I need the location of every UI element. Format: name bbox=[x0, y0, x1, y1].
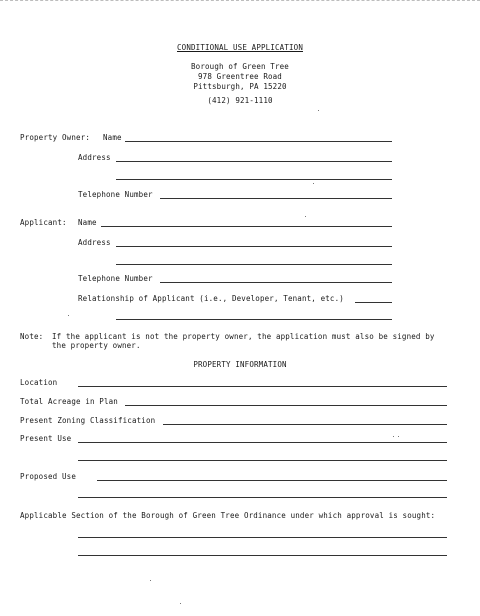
form-title: CONDITIONAL USE APPLICATION bbox=[177, 43, 303, 52]
acreage-field[interactable] bbox=[125, 405, 447, 406]
scan-speck bbox=[398, 436, 399, 437]
property-info-heading: PROPERTY INFORMATION bbox=[193, 360, 287, 369]
proposed-use-label: Proposed Use bbox=[20, 472, 76, 481]
owner-name-field[interactable] bbox=[125, 141, 392, 142]
applicant-name-label: Name bbox=[78, 218, 97, 227]
applicant-relationship-field[interactable] bbox=[355, 302, 392, 303]
note-line-1: If the applicant is not the property owner, the application must also be signed by bbox=[52, 332, 435, 341]
present-use-label: Present Use bbox=[20, 434, 72, 443]
scan-speck bbox=[68, 315, 69, 316]
applicant-address-label: Address bbox=[78, 238, 111, 247]
proposed-use-field[interactable] bbox=[97, 480, 447, 481]
location-field[interactable] bbox=[78, 386, 447, 387]
applicant-phone-label: Telephone Number bbox=[78, 274, 153, 283]
ordinance-field-2[interactable] bbox=[78, 555, 447, 556]
proposed-use-field-2[interactable] bbox=[78, 497, 447, 498]
applicant-name-field[interactable] bbox=[101, 226, 392, 227]
owner-name-label: Name bbox=[103, 133, 122, 142]
scan-speck bbox=[318, 110, 319, 111]
owner-address-field-2[interactable] bbox=[116, 179, 392, 180]
owner-section-label: Property Owner: bbox=[20, 133, 90, 142]
applicant-address-field-2[interactable] bbox=[116, 264, 392, 265]
applicant-relationship-label: Relationship of Applicant (i.e., Developer, Tenant, etc.) bbox=[78, 294, 344, 303]
applicant-address-field[interactable] bbox=[116, 246, 392, 247]
owner-address-label: Address bbox=[78, 153, 111, 162]
applicant-relationship-field-2[interactable] bbox=[116, 319, 392, 320]
ordinance-field[interactable] bbox=[78, 537, 447, 538]
applicant-phone-field[interactable] bbox=[160, 282, 392, 283]
present-use-field[interactable] bbox=[78, 442, 447, 443]
scan-speck bbox=[150, 580, 151, 581]
org-street: 978 Greentree Road bbox=[198, 72, 282, 81]
owner-address-field[interactable] bbox=[116, 161, 392, 162]
org-city: Pittsburgh, PA 15220 bbox=[193, 82, 287, 91]
zoning-field[interactable] bbox=[163, 424, 447, 425]
scan-speck bbox=[305, 216, 306, 217]
ordinance-label: Applicable Section of the Borough of Green Tree Ordinance under which approval is sought: bbox=[20, 511, 436, 520]
note-label: Note: bbox=[20, 332, 44, 341]
owner-phone-label: Telephone Number bbox=[78, 190, 153, 199]
present-use-field-2[interactable] bbox=[78, 460, 447, 461]
acreage-label: Total Acreage in Plan bbox=[20, 397, 118, 406]
scan-speck bbox=[180, 603, 181, 604]
org-phone: (412) 921-1110 bbox=[207, 96, 273, 105]
scan-speck bbox=[393, 436, 394, 437]
applicant-section-label: Applicant: bbox=[20, 218, 67, 227]
zoning-label: Present Zoning Classification bbox=[20, 416, 156, 425]
location-label: Location bbox=[20, 378, 58, 387]
note-line-2: the property owner. bbox=[52, 341, 141, 350]
org-name: Borough of Green Tree bbox=[191, 62, 289, 71]
scan-speck bbox=[313, 183, 314, 184]
scan-edge-artifact bbox=[0, 0, 480, 4]
owner-phone-field[interactable] bbox=[160, 198, 392, 199]
